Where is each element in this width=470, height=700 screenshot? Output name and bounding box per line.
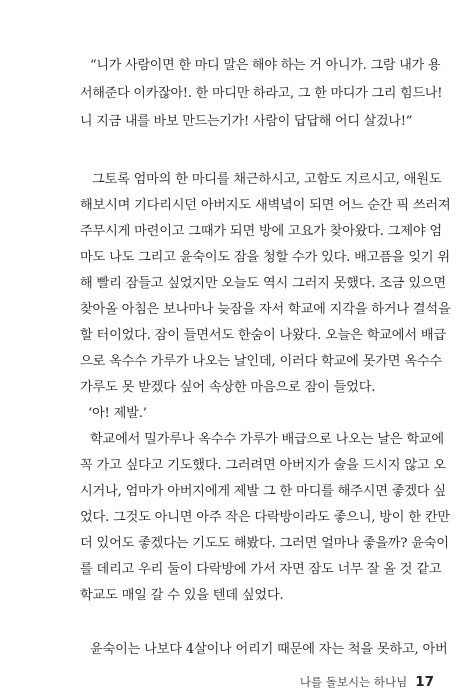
text-line: 찾아올 아침은 보나마나 늦잠을 자서 학교에 지각을 하거나 결석을 bbox=[80, 302, 451, 317]
text-line: 주무시게 마련이고 그때가 되면 방에 고요가 찾아왔다. 그제야 엄 bbox=[80, 224, 442, 239]
text-line: 서해준다 이카잖아!. 한 마디만 하라고, 그 한 마디가 그리 힘드나! bbox=[80, 86, 443, 101]
text-line: 학교도 매일 갈 수 있을 텐데 싶었다. bbox=[80, 588, 284, 603]
text-line: 해 빨리 잠들고 싶었지만 오늘도 역시 그러지 못했다. 조금 있으면 bbox=[80, 276, 446, 291]
text-line: 가루도 못 받겠다 싶어 속상한 마음으로 잠이 들었다. bbox=[80, 380, 376, 395]
page-footer bbox=[300, 674, 434, 690]
text-line: 윤숙이는 나보다 4살이나 어리기 때문에 자는 척을 못하고, 아버 bbox=[90, 642, 448, 657]
text-line: 으로 옥수수 가루가 나오는 날인데, 이러다 학교에 못가면 옥수수 bbox=[80, 354, 442, 369]
text-line: 었다. 그것도 아니면 아주 작은 다락방이라도 좋으니, 방이 한 칸만 bbox=[80, 510, 450, 525]
running-title: 나를 돌보시는 하나님 bbox=[299, 675, 408, 689]
text-line: 니 지금 내를 바보 만드는기가! 사람이 답답해 어디 살겄나!” bbox=[80, 114, 413, 129]
text-line: 해보시며 기다리시던 아버지도 새벽녘이 되면 어느 순간 픽 쓰러져 bbox=[80, 198, 451, 213]
text-line: 마도 나도 그리고 윤숙이도 잠을 청할 수가 있다. 배고픔을 잊기 위 bbox=[80, 250, 450, 265]
text-line: 할 터이었다. 잠이 들면서도 한숨이 나왔다. 오늘은 학교에서 배급 bbox=[80, 328, 446, 343]
text-line: 학교에서 밀가루나 옥수수 가루가 배급으로 나오는 날은 학교에 bbox=[90, 432, 444, 447]
page-number: 17 bbox=[415, 674, 434, 690]
text-line: 시거나, 엄마가 아버지에게 제발 그 한 마디를 해주시면 좋겠다 싶 bbox=[80, 484, 446, 499]
text-line: 꼭 가고 싶다고 기도했다. 그러려면 아버지가 술을 드시지 않고 오 bbox=[80, 458, 446, 473]
text-line: 그토록 엄마의 한 마디를 채근하시고, 고함도 지르시고, 애원도 bbox=[92, 172, 442, 187]
text-line: 를 데리고 우리 둘이 다락방에 가서 자면 잠도 너무 잘 올 것 같고 bbox=[80, 562, 442, 577]
text-line: ‘아! 제발.’ bbox=[88, 406, 147, 421]
text-line: 더 있어도 좋겠다는 기도도 해봤다. 그러면 얼마나 좋을까? 윤숙이 bbox=[80, 536, 449, 551]
text-line: “니가 사람이면 한 마디 말은 해야 하는 거 아니가. 그람 내가 용 bbox=[90, 58, 441, 73]
